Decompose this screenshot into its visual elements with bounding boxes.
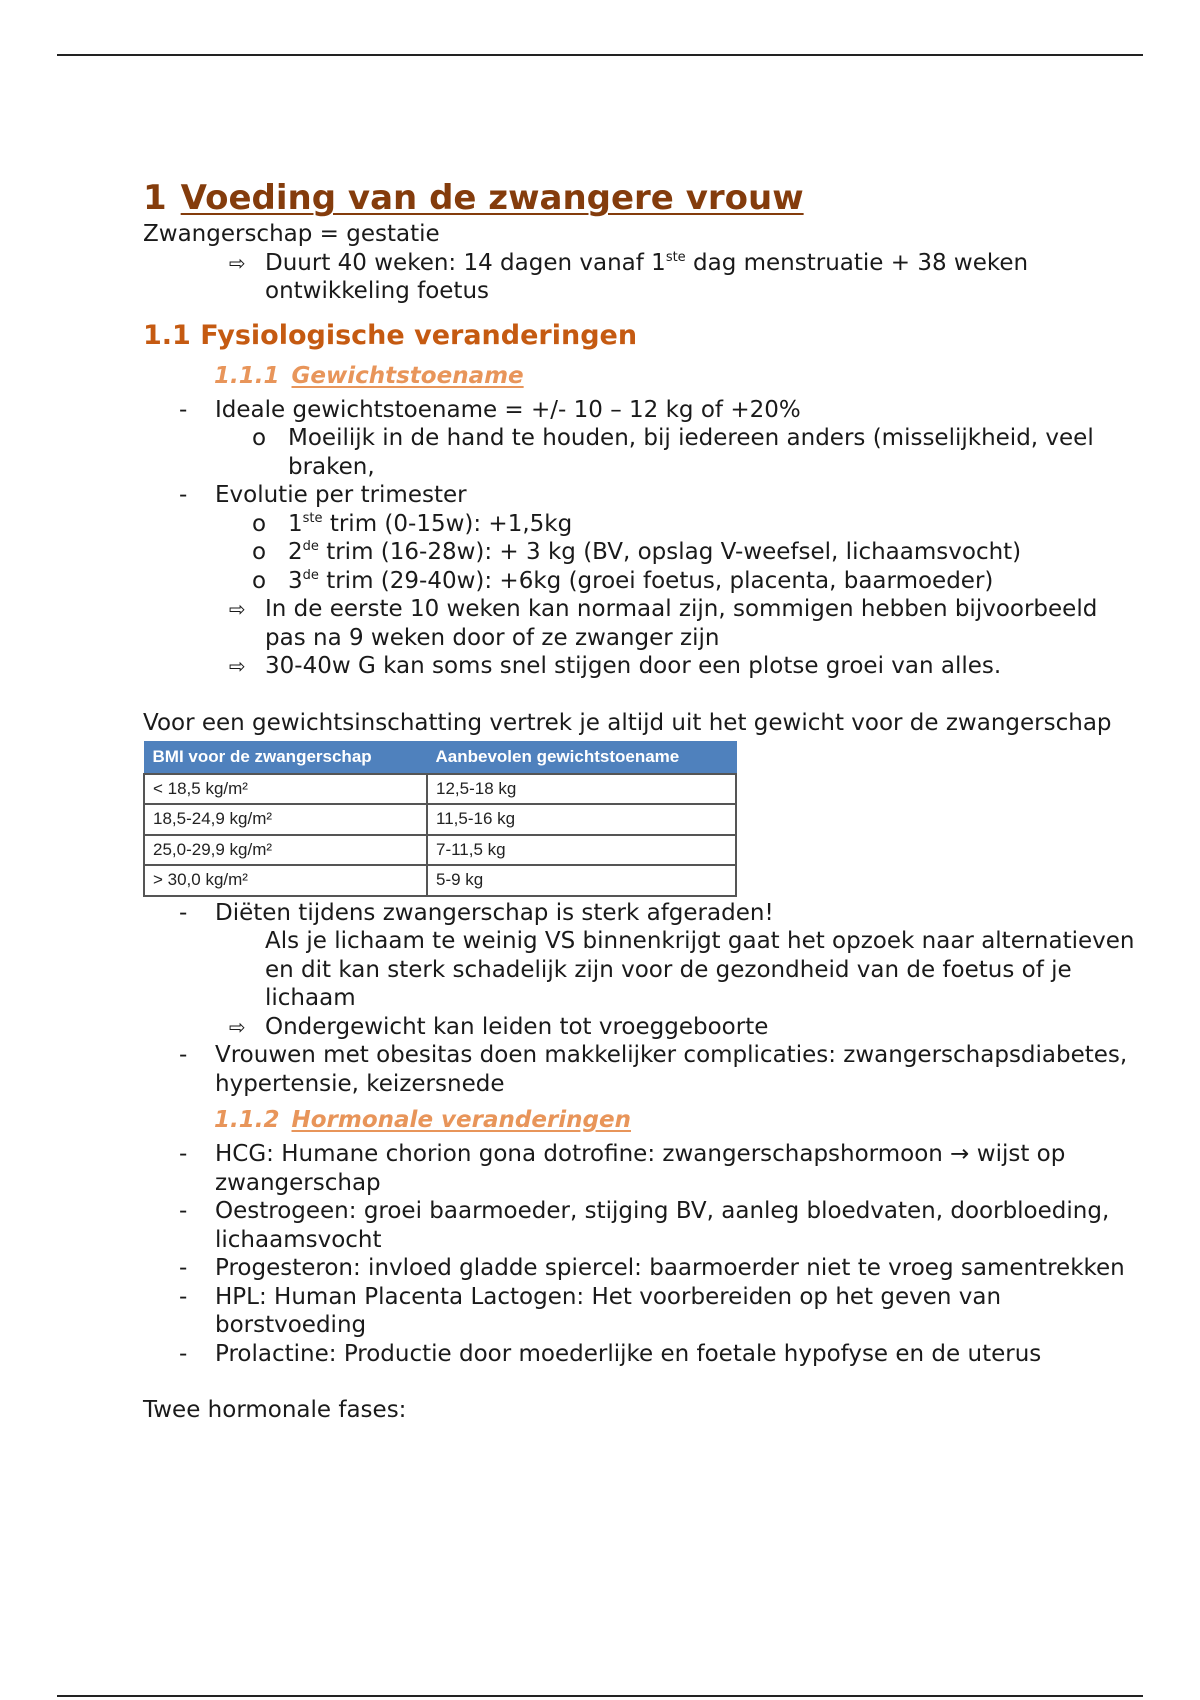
intro-line: Zwangerschap = gestatie (143, 221, 440, 247)
dash-bullet: - (179, 1141, 188, 1167)
o-bullet: o (252, 425, 267, 451)
arrow-item-ondergewicht (143, 1013, 1143, 1042)
document-body (143, 176, 1143, 1425)
list-item-dieten (143, 899, 1143, 928)
heading-2-number: 1.1 (143, 319, 191, 351)
header-rule (57, 54, 1143, 56)
list-item-obesitas (143, 1041, 1143, 1098)
table-header-gewichtstoename: Aanbevolen gewichtstoename (427, 742, 736, 774)
table-cell-bmi: > 30,0 kg/m² (144, 865, 427, 896)
o-bullet: o (252, 510, 267, 537)
trim-sup: ste (302, 510, 323, 526)
list-item-text: Prolactine: Productie door moederlijke en foetale hypofyse en de uterus (215, 1340, 1042, 1367)
intro-arrow-text-post: dag menstruatie + 38 weken ontwikkeling foetus (265, 249, 1029, 304)
dash-bullet: - (179, 1042, 188, 1068)
arrow-icon: ⇨ (229, 597, 246, 621)
footer-rule (57, 1695, 1143, 1697)
trim-pre: 2 (288, 539, 303, 565)
trim-post: trim (0-15w): +1,5kg (322, 510, 573, 537)
list-item-progesteron (143, 1254, 1143, 1283)
list-item-evolutie (143, 481, 1143, 510)
spacer (143, 1368, 1143, 1396)
trim-post: trim (16-28w): + 3 kg (BV, opslag V-weefsel, lichaamsvocht) (318, 539, 1022, 565)
dash-bullet: - (179, 396, 188, 423)
o-bullet: o (252, 567, 267, 594)
table-row (144, 804, 736, 835)
heading-1-number: 1 (143, 178, 167, 218)
arrow-item-text: Ondergewicht kan leiden tot vroeggeboorte (265, 1013, 769, 1040)
dash-bullet: - (179, 899, 188, 926)
heading-3-hormonale (214, 1104, 1143, 1136)
table-cell-gewichtstoename: 5-9 kg (427, 865, 736, 896)
trim-sup: de (302, 567, 319, 583)
heading-2 (143, 318, 1143, 354)
list-item-text: Ideale gewichtstoename = +/- 10 – 12 kg of +20% (215, 396, 801, 423)
list-item-text: HPL: Human Placenta Lactogen: Het voorbereiden op het geven van borstvoeding (215, 1283, 1002, 1338)
list-item-text: Oestrogeen: groei baarmoeder, stijging BV, aanleg bloedvaten, doorbloeding, lichaamsvocht (215, 1198, 1110, 1253)
list-item-text: HCG: Humane chorion gona dotrofine: zwangerschapshormoon → wijst op zwangerschap (215, 1141, 1066, 1196)
arrow-item-text: 30-40w G kan soms snel stijgen door een plotse groei van alles. (265, 653, 1002, 679)
paragraph-gewichtsinschatting: Voor een gewichtsinschatting vertrek je altijd uit het gewicht voor de zwangerschap (143, 709, 1112, 736)
arrow-icon: ⇨ (229, 654, 246, 678)
list-item-hpl (143, 1283, 1143, 1340)
list-item-prolactine (143, 1340, 1143, 1369)
sub-list-item-trim-1 (143, 510, 1143, 539)
list-item-text: Progesteron: invloed gladde spiercel: baarmoerder niet te vroeg samentrekken (215, 1255, 1125, 1281)
trim-post: trim (29-40w): +6kg (groei foetus, placenta, baarmoeder) (318, 567, 994, 594)
sub-list-item-trim-3 (143, 567, 1143, 596)
dash-bullet: - (179, 1198, 188, 1224)
heading-1-title: Voeding van de zwangere vrouw (180, 178, 804, 218)
table-row (144, 774, 736, 805)
heading-3-title: Gewichtstoename (291, 362, 524, 389)
intro-arrow-sup: ste (665, 249, 686, 265)
table-header-bmi: BMI voor de zwangerschap (144, 742, 427, 774)
dash-bullet: - (179, 1283, 188, 1310)
table-header-row (144, 742, 736, 774)
dieten-continuation: Als je lichaam te weinig VS binnenkrijgt gaat het opzoek naar alternatieven en dit kan sterk schadelijk zijn voor de gezondheid van de foetus of je lichaam (265, 928, 1135, 1011)
paragraph-twee-hormonale-fases: Twee hormonale fases: (143, 1397, 407, 1423)
arrow-item-30-40w (143, 652, 1143, 681)
table-cell-gewichtstoename: 7-11,5 kg (427, 835, 736, 866)
heading-3-number: 1.1.2 (214, 1107, 280, 1133)
table-cell-bmi: 25,0-29,9 kg/m² (144, 835, 427, 866)
spacer (143, 681, 1143, 709)
table-cell-gewichtstoename: 12,5-18 kg (427, 774, 736, 805)
list-item-ideale-gewichtstoename (143, 396, 1143, 425)
list-item-text: Vrouwen met obesitas doen makkelijker complicaties: zwangerschapsdiabetes, hypertensie, keizersnede (215, 1042, 1128, 1097)
dash-bullet: - (179, 482, 188, 508)
trim-pre: 3 (288, 567, 303, 594)
o-bullet: o (252, 539, 267, 565)
list-item-oestrogeen (143, 1197, 1143, 1254)
arrow-item-text: In de eerste 10 weken kan normaal zijn, sommigen hebben bijvoorbeeld pas na 9 weken door of ze zwanger zijn (265, 596, 1098, 651)
heading-3-gewichtstoename (214, 360, 1143, 392)
table-row (144, 865, 736, 896)
table-cell-bmi: 18,5-24,9 kg/m² (144, 804, 427, 835)
dash-bullet: - (179, 1255, 188, 1281)
list-item-hcg (143, 1140, 1143, 1197)
arrow-icon: ⇨ (229, 1014, 246, 1039)
trim-pre: 1 (288, 510, 303, 537)
arrow-icon: ⇨ (229, 250, 246, 275)
table-cell-gewichtstoename: 11,5-16 kg (427, 804, 736, 835)
heading-1 (143, 176, 1143, 220)
intro-arrow-item (143, 249, 1143, 306)
heading-3-title: Hormonale veranderingen (291, 1107, 631, 1133)
list-item-text: Evolutie per trimester (215, 482, 467, 508)
sub-list-item (143, 424, 1143, 481)
sub-list-item-trim-2 (143, 538, 1143, 567)
table-cell-bmi: < 18,5 kg/m² (144, 774, 427, 805)
heading-3-number: 1.1.1 (214, 362, 280, 389)
arrow-item-eerste-10-weken (143, 595, 1143, 652)
sub-list-item-text: Moeilijk in de hand te houden, bij iedereen anders (misselijkheid, veel braken, (288, 425, 1094, 480)
list-item-text: Diëten tijdens zwangerschap is sterk afgeraden! (215, 899, 774, 926)
dash-bullet: - (179, 1340, 188, 1367)
table-row (144, 835, 736, 866)
bmi-table (143, 741, 737, 897)
heading-2-title: Fysiologische veranderingen (200, 319, 638, 351)
intro-arrow-text-pre: Duurt 40 weken: 14 dagen vanaf 1 (265, 249, 666, 276)
trim-sup: de (302, 539, 319, 554)
